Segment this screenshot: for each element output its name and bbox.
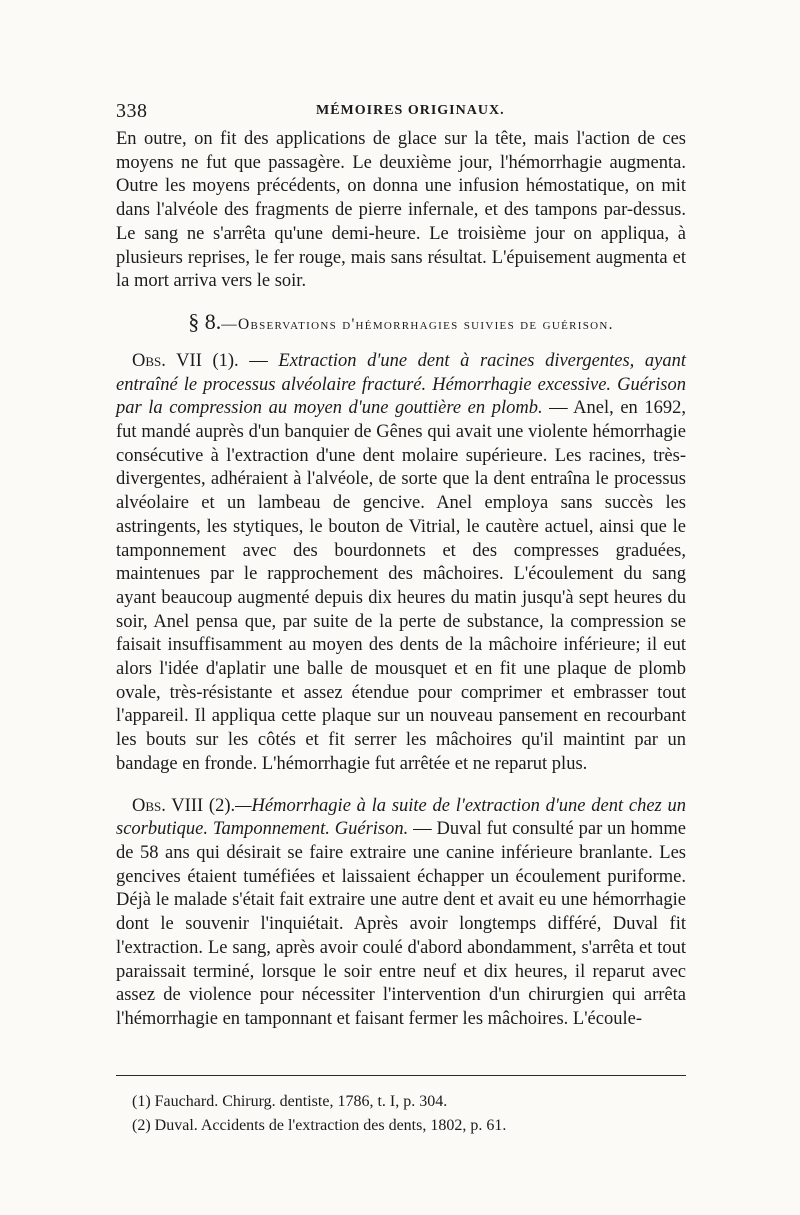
- section-title: —Observations d'hémorrhagies suivies de guérison.: [221, 315, 614, 333]
- page-number: 338: [116, 100, 148, 122]
- page-header: [116, 100, 686, 126]
- section-heading: [116, 308, 686, 336]
- running-head: MÉMOIRES ORIGINAUX.: [316, 103, 505, 118]
- section-symbol: § 8.: [188, 308, 222, 334]
- paragraph-gap: [116, 777, 686, 795]
- obs-8-label: Obs. VIII (2).: [132, 795, 236, 816]
- observation-7: [116, 350, 686, 777]
- footnotes: [116, 1075, 686, 1138]
- footnote-2: (2) Duval. Accidents de l'extraction des dents, 1802, p. 61.: [132, 1117, 507, 1134]
- footnote-1: (1) Fauchard. Chirurg. dentiste, 1786, t. I, p. 304.: [132, 1093, 448, 1110]
- obs-7-dash: —: [238, 350, 279, 371]
- page-body: [116, 128, 686, 1032]
- obs-7-label: Obs. VII (1).: [132, 350, 239, 371]
- obs-8-title: —Hémorrhagie à la suite de l'extraction d'une dent chez un scorbutique. Tamponnement. Guérison.: [116, 795, 687, 840]
- observation-8: [116, 795, 686, 1032]
- obs-7-text: — Anel, en 1692, fut mandé auprès d'un banquier de Gênes qui avait une violente hémorrhagie consécutive à l'extraction d'une dent molaire supérieure. Les racines, très-divergentes, adhéraient à l'alvéole, de sorte que la dent entraîna le processus alvéolaire et un lambeau de gencive. Anel employa sans succès les astringents, les stytiques, le bouton de Vitrial, le cautère actuel, ainsi que le tamponnement avec des bourdonnets et des compresses graduées, maintenues par le rapprochement des mâchoires. L'écoulement du sang ayant beaucoup augmenté depuis dix heures du matin jusqu'à sept heures du soir, Anel pensa que, par suite de la perte de substance, la compression se faisait insuffisamment au moyen des dents de la mâchoire inférieure; il eut alors l'idée d'aplatir une balle de mousquet et en fit une plaque de plomb ovale, très-résistante et assez étendue pour comprimer et embrasser tout l'appareil. Il appliqua cette plaque sur un nouveau pansement en recourbant les bouts sur les côtés et fit serrer les mâchoires qu'il maintint par un bandage en fronde. L'hémorrhagie fut arrêtée et ne reparut plus.: [116, 398, 686, 774]
- obs-7-title: Extraction d'une dent à racines divergentes, ayant entraîné le processus alvéolaire fracturé. Hémorrhagie excessive. Guérison par la compression au moyen d'une gouttière en plomb.: [116, 350, 686, 419]
- obs-8-text: — Duval fut consulté par un homme de 58 ans qui désirait se faire extraire une canine inférieure branlante. Les gencives étaient tuméfiées et laissaient échapper un écoulement puriforme. Déjà le malade s'était fait extraire une autre dent et avait eu une hémorrhagie dont le souvenir l'inquiétait. Après avoir longtemps différé, Duval fit l'extraction. Le sang, après avoir coulé d'abord abondamment, s'arrêta et tout paraissait terminé, lorsque le soir entre neuf et dix heures, il reparut avec assez de violence pour nécessiter l'intervention d'un chirurgien qui arrêta l'hémorrhagie en tamponnant et faisant fermer les mâchoires. L'écoule-: [116, 819, 686, 1029]
- continuation-paragraph: En outre, on fit des applications de glace sur la tête, mais l'action de ces moyens ne fut que passagère. Le deuxième jour, l'hémorrhagie augmenta. Outre les moyens précédents, on donna une infusion hémostatique, on mit dans l'alvéole des fragments de pierre infernale, et des tampons par-dessus. Le sang ne s'arrêta qu'une demi-heure. Le troisième jour on appliqua, à plusieurs reprises, le fer rouge, mais sans résultat. L'épuisement augmenta et la mort arriva vers le soir.: [116, 129, 686, 292]
